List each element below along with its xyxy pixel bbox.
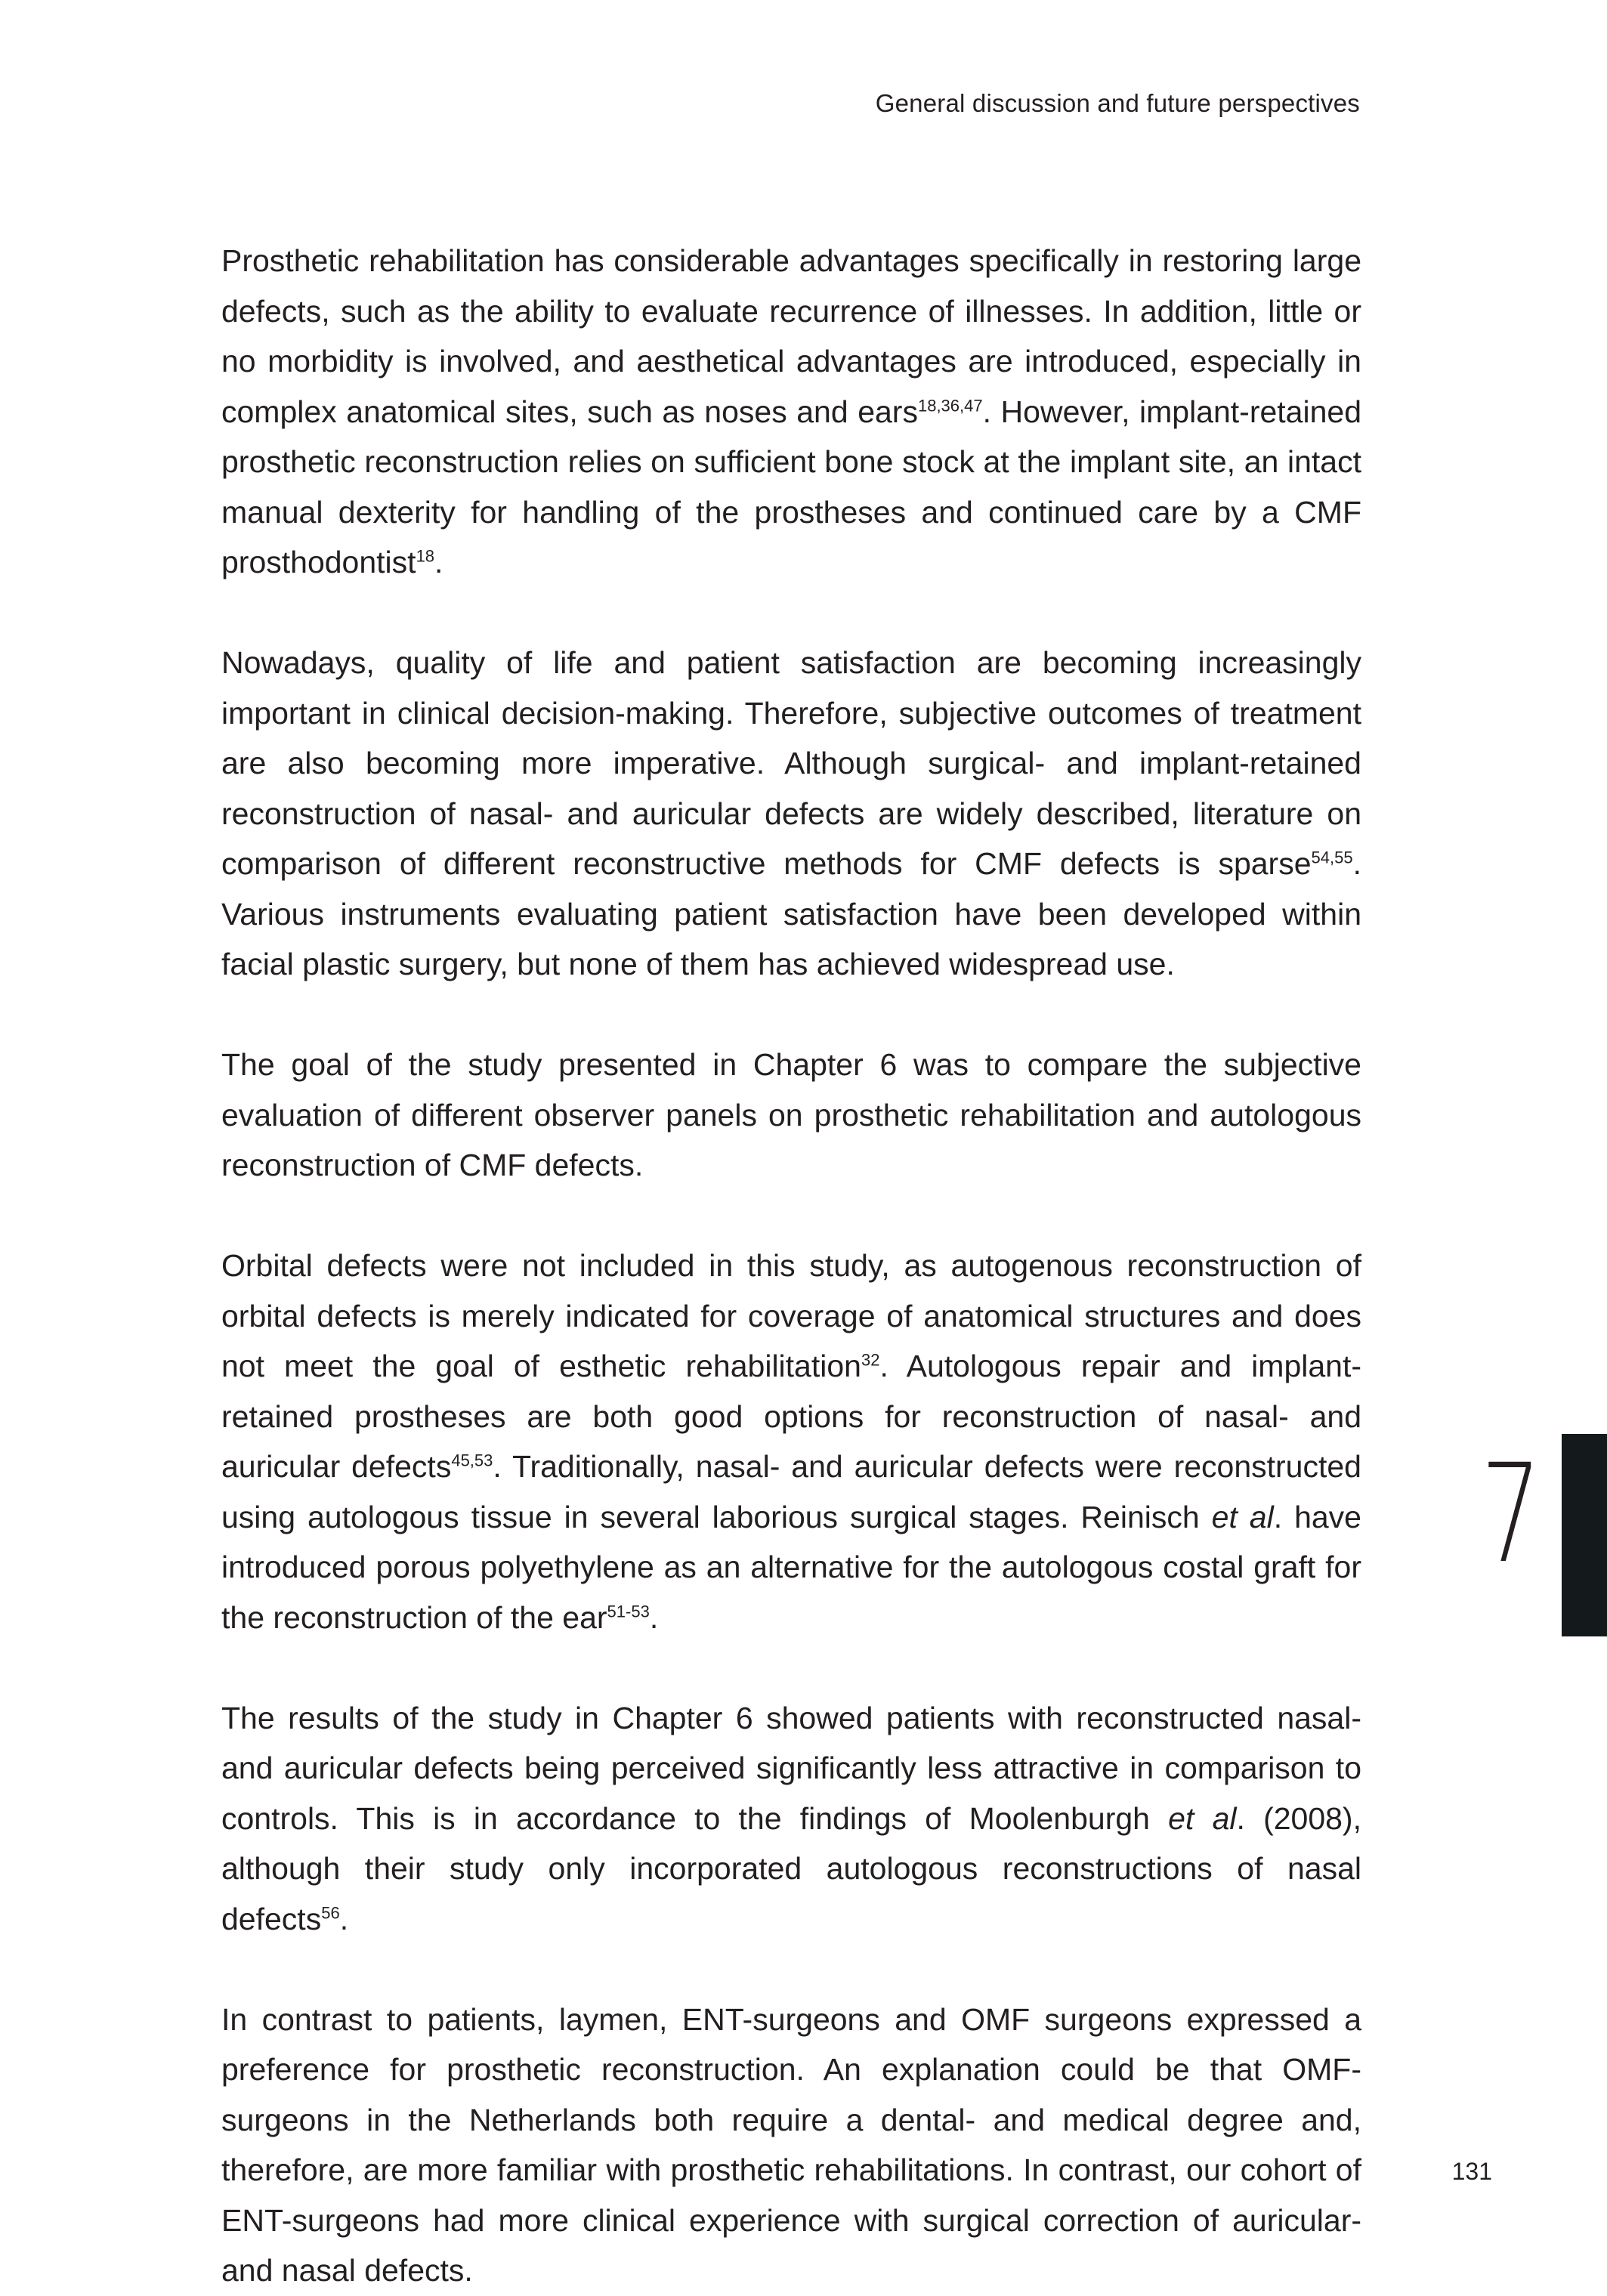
running-header: General discussion and future perspectives [875,89,1360,117]
citation-ref: 18,36,47 [917,395,983,415]
paragraph-1 [221,236,1361,588]
paragraph-2 [221,638,1361,990]
text-span: Orbital defects were not included in this study, as autogenous reconstruction of orbital defects is merely indicated for coverage of anatomical structures and does not meet the goal of esthetic rehabilitation [221,1248,1361,1383]
citation-ref: 18 [416,546,435,566]
text-span: Nowadays, quality of life and patient satisfaction are becoming increasingly important in clinical decision-making. Therefore, subjective outcomes of treatment are also becoming more imperative. Although surgical- and implant-retained reconstruction of nasal- and auricular defects are widely described, literature on comparison of different reconstructive methods for CMF defects is sparse [221,645,1361,881]
text-span: . have introduced porous polyethylene as an alternative for the autologous costal graft for the reconstruction of the ear [221,1499,1361,1635]
text-span: . Traditionally, nasal- and auricular defects were reconstructed using autologous tissue in several laborious surgical stages. Reinisch [221,1449,1361,1534]
text-span: The results of the study in Chapter 6 showed patients with reconstructed nasal- and auricular defects being perceived significantly less attractive in comparison to controls. This is in accordance to the findings of Moolenburgh [221,1700,1361,1836]
paragraph-3 [221,1040,1361,1191]
page-number: 131 [1451,2158,1492,2185]
body-text [221,236,1361,2296]
citation-ref: 32 [861,1350,880,1370]
citation-ref: 45,53 [451,1451,493,1470]
et-al: et al [1168,1800,1237,1836]
text-span: . [434,545,443,579]
chapter-number: 7 [1481,1435,1542,1593]
text-span: . (2008), although their study only incorporated autologous reconstructions of nasal defects [221,1800,1361,1936]
text-span: . [649,1599,659,1635]
text-span: . Various instruments evaluating patient satisfaction have been developed within facial plastic surgery, but none of them has achieved widespread use. [221,846,1361,981]
text-span: Prosthetic rehabilitation has considerable advantages specifically in restoring large defects, such as the ability to evaluate recurrence of illnesses. In addition, little or no morbidity is involved, and aesthetical advantages are introduced, especially in complex anatomical sites, such as noses and ears [221,243,1361,429]
citation-ref: 51-53 [607,1601,650,1621]
citation-ref: 56 [321,1902,340,1922]
et-al: et al [1211,1499,1274,1534]
paragraph-4 [221,1241,1361,1642]
citation-ref: 54,55 [1311,848,1353,867]
text-span: . Autologous repair and implant-retained prostheses are both good options for reconstruction of nasal- and auricular defects [221,1349,1362,1484]
text-span: The goal of the study presented in Chapter 6 was to compare the subjective evaluation of different observer panels on prosthetic rehabilitation and autologous reconstruction of CMF defects. [221,1047,1361,1182]
chapter-tab [1562,1434,1607,1636]
text-span: . However, implant-retained prosthetic reconstruction relies on sufficient bone stock at the implant site, an intact manual dexterity for handling of the prostheses and continued care by a CMF prosthodontist [221,394,1361,579]
paragraph-6 [221,1995,1361,2296]
text-span: . [339,1901,349,1936]
paragraph-5 [221,1693,1361,1945]
text-span: In contrast to patients, laymen, ENT-surgeons and OMF surgeons expressed a preference for prosthetic reconstruction. An explanation could be that OMF-surgeons in the Netherlands both require a dental- and medical degree and, therefore, are more familiar with prosthetic rehabilitations. In contrast, our cohort of ENT-surgeons had more clinical experience with surgical correction of auricular- and nasal defects. [221,2001,1361,2288]
